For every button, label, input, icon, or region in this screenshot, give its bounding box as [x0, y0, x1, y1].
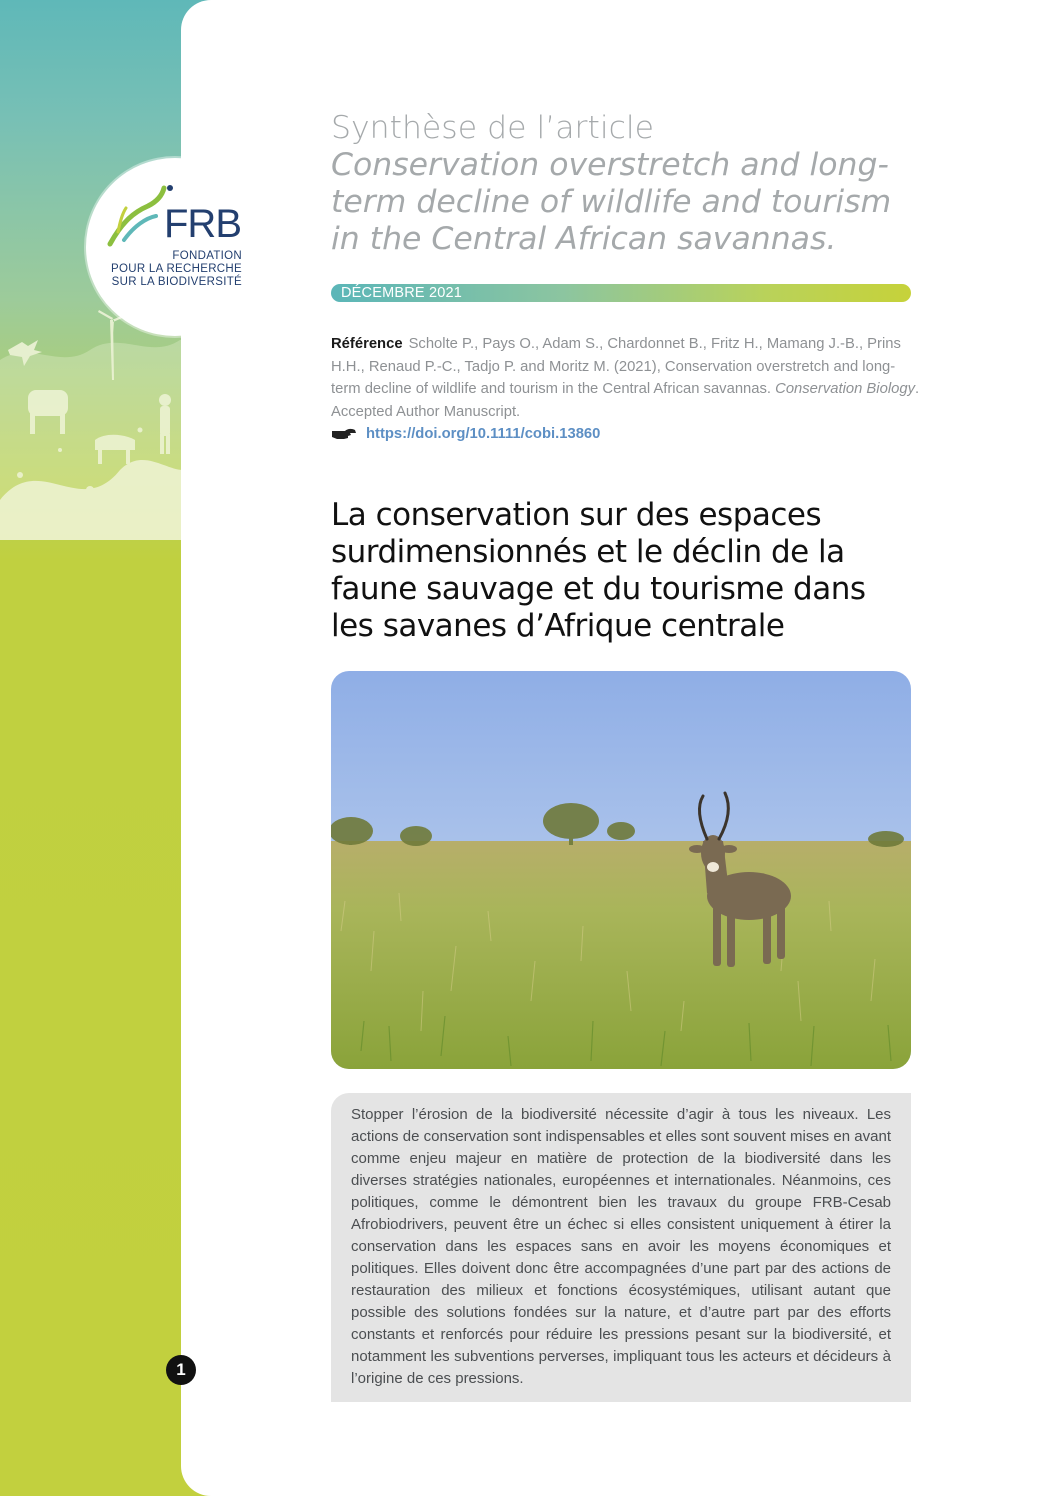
reference-block — [331, 333, 921, 446]
date-banner — [331, 284, 911, 302]
synthesis-title: Synthèse de l’article — [331, 110, 655, 146]
reference-status: . Accepted Author Manuscript. — [331, 381, 920, 420]
wildlife-silhouette-decoration — [0, 300, 200, 540]
abstract-text: Stopper l’érosion de la biodiversité nécessite d’agir à tous les niveaux. Les actions de conservation sont indispensables et elles sont souvent mises en avant comme enjeu majeur en matière de protection de la biodiversité dans les diverses stratégies nationales, européennes et internationales. Néanmoins, ces politiques, comme le démontrent bien les travaux du groupe FRB-Cesab Afrobiodrivers, peuvent être un échec si elles consistent uniquement à étirer la conservation dans les espaces sans en avoir les moyens économiques et politiques. Elles doivent donc être accompagnées d’une part par des actions de restauration des milieux et fonctions écosystémiques, utilisant autant que possible des solutions fondées sur la nature, et d’autre part par des efforts constants et renforcés pour réduire les pressions pesant sur la biodiversité, et notamment les subventions perverses, impliquant tous les acteurs et décideurs à l’origine de ces pressions. — [351, 1106, 891, 1387]
reference-label: Référence — [331, 336, 403, 352]
doi-line — [331, 423, 921, 446]
pointing-hand-icon — [331, 427, 357, 441]
synthesis-header — [331, 110, 931, 258]
article-title: Conservation overstretch and long- term decline of wildlife and tourism in the Central African savannas. — [331, 147, 892, 257]
reference-journal: Conservation Biology — [775, 381, 915, 397]
logo-subtitle-line: POUR LA RECHERCHE — [111, 263, 242, 275]
frb-logo-name: FRB — [164, 202, 241, 246]
savanna-waterbuck-photo — [331, 671, 911, 1069]
abstract-box — [331, 1093, 911, 1402]
page-number: 1 — [166, 1355, 196, 1385]
frb-logo-subtitle — [82, 250, 242, 289]
date-label: DÉCEMBRE 2021 — [341, 285, 463, 301]
logo-subtitle-line: FONDATION — [172, 250, 242, 262]
doi-link[interactable]: https://doi.org/10.1111/cobi.13860 — [366, 426, 601, 442]
frb-logo — [86, 158, 264, 336]
savanna-photo-illustration — [331, 671, 911, 1069]
logo-subtitle-line: SUR LA BIODIVERSITÉ — [111, 276, 242, 288]
reference-authors: Scholte P., Pays O., Adam S., Chardonnet B., Fritz H., Mamang J.-B., Prins H.H., Renaud P.-C., Tadjo P. and Moritz M. (2021), Conservation overstretch and long-term decline of wildlife and tourism in the Central African savannas. — [331, 336, 901, 397]
headline: La conservation sur des espaces surdimensionnés et le déclin de la faune sauvage et du tourisme dans les savanes d’Afrique centrale — [331, 497, 866, 644]
reference-citation — [331, 333, 921, 423]
